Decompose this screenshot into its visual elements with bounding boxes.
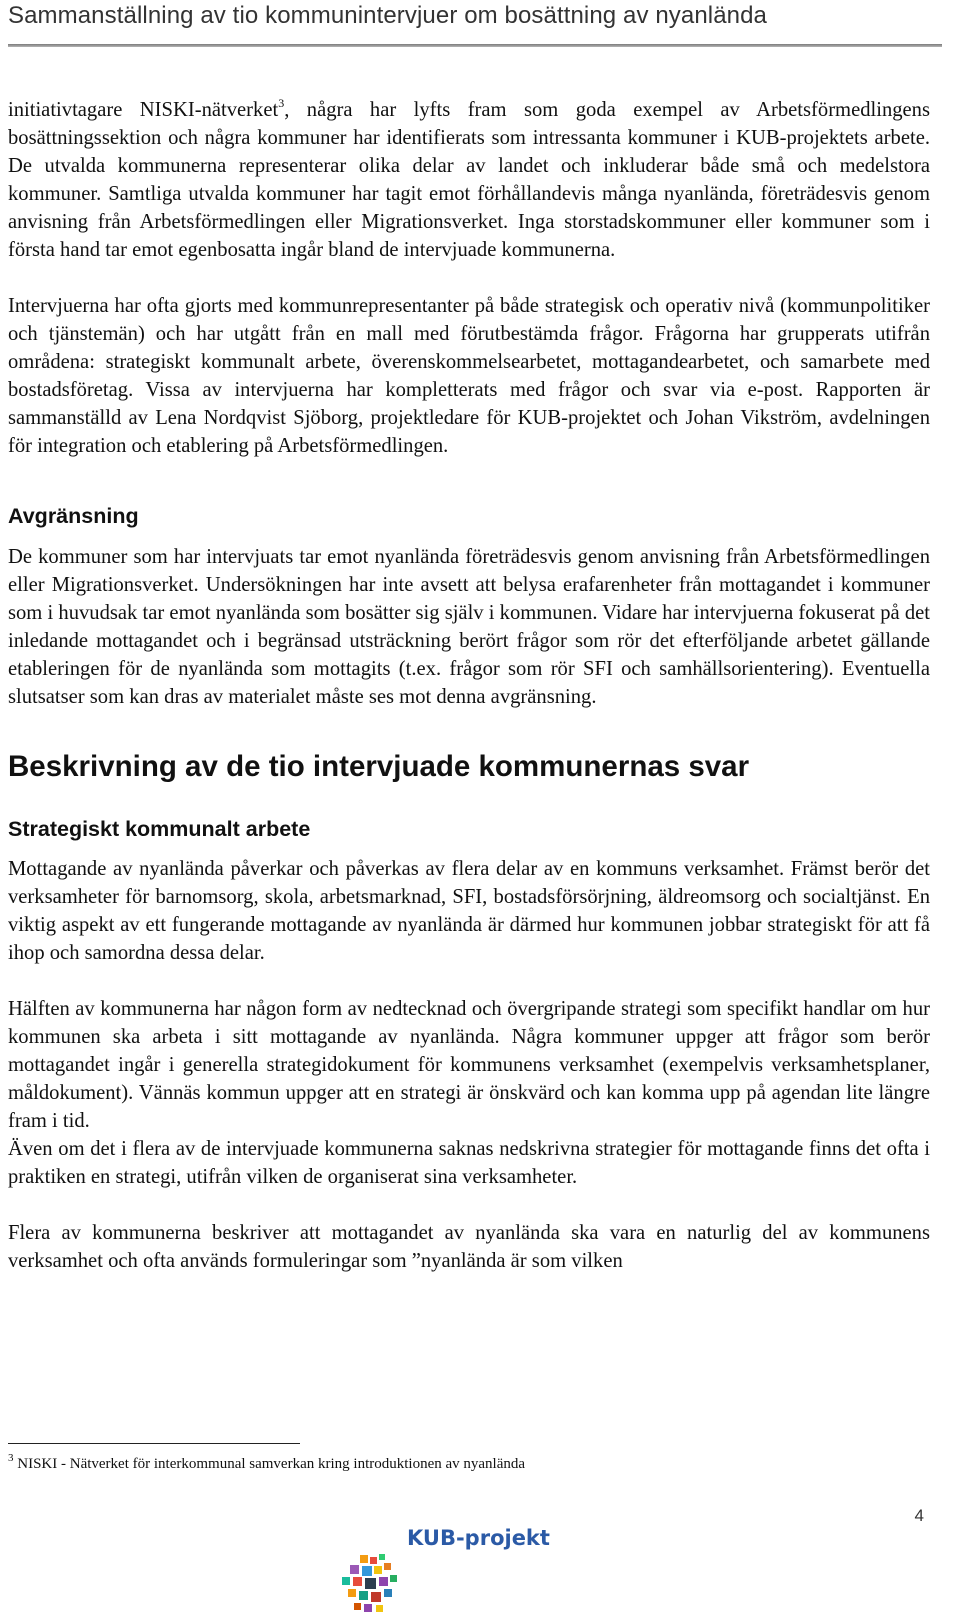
intro-paragraph-2: Intervjuerna har ofta gjorts med kommunrepresentanter på både strategisk och operativ nivå (kommunpolitiker och tjänstemän) och har utgått från en mall med förutbestämda frågor. Frågorna har grupperats utifrån områdena: strategiskt kommunalt arbete, överenskommelsearbetet, mottagandearbetet, och samarbete med bostadsföretag. Vissa av intervjuerna har kompletterats med frågor och svar via e-post. Rapporten är sammanställd av Lena Nordqvist Sjöborg, projektledare för KUB-projektet och Johan Vikström, avdelningen för integration och etablering på Arbetsförmedlingen.	[8, 295, 930, 457]
strategiskt-paragraph-2: Hälften av kommunerna har någon form av nedtecknad och övergripande strategi som specifikt handlar om hur kommunen ska arbeta i sitt mottagande av nyanlända. Några kommuner uppger att frågor som berör mottagandet ingår i generella strategidokument för kommunens verksamhet (exempelvis verksamhetsplaner, måldokument). Vännäs kommun uppger att en strategi är önskvärd och kan komma upp på agendan lite längre fram i tid.	[8, 998, 930, 1132]
kub-logo-icon	[336, 1553, 400, 1615]
footnote-divider	[8, 1443, 300, 1444]
header-divider	[8, 44, 942, 47]
footnote-text: NISKI - Nätverket för interkommunal samverkan kring introduktionen av nyanlända	[17, 1456, 526, 1472]
strategiskt-paragraph-1: Mottagande av nyanlända påverkar och påverkas av flera delar av en kommuns verksamhet. Främst berör det verksamheter för barnomsorg, skola, arbetsmarknad, SFI, bostadsförsörjning, äldreomsorg och socialtjänst. En viktig aspekt av ett fungerande mottagande av nyanlända är därmed hur kommunen jobbar strategiskt för att få ihop och samordna dessa delar.	[8, 858, 930, 964]
intro-paragraph-1	[8, 96, 930, 264]
footnote	[8, 1452, 526, 1473]
intro-text-rest: , några har lyfts fram som goda exempel av Arbetsförmedlingens bosättningssektion och några kommuner har identifierats som intressanta kommuner i KUB-projektets arbete. De utvalda kommunerna representerar olika delar av landet och inkluderar både små och medelstora kommuner. Samtliga utvalda kommuner har tagit emot förhållandevis många nyanlända, företrädesvis genom anvisning från Arbetsförmedlingen eller Migrationsverket. Inga storstadskommuner eller kommuner som i första hand tar emot egenbosatta ingår bland de intervjuade kommunerna.	[8, 99, 930, 261]
brand-name: KUB-projekt	[407, 1526, 550, 1550]
section-heading-avgransning: Avgränsning	[8, 504, 139, 528]
footnote-number: 3	[8, 1452, 14, 1464]
strategiskt-paragraph-3: Även om det i flera av de intervjuade kommunerna saknas nedskrivna strategier för mottagande finns det ofta i praktiken en strategi, utifrån vilken de organiserat sina verksamheter.	[8, 1138, 930, 1188]
main-content	[8, 96, 930, 1275]
strategiskt-paragraph-4: Flera av kommunerna beskriver att mottagandet av nyanlända ska vara en naturlig del av kommunens verksamhet och ofta används formuleringar som ”nyanlända är som vilken	[8, 1222, 930, 1272]
intro-text-start: initiativtagare NISKI-nätverket	[8, 99, 279, 121]
footnote-reference[interactable]: 3	[278, 96, 285, 110]
page-number: 4	[914, 1506, 924, 1525]
running-header: Sammanställning av tio kommunintervjuer om bosättning av nyanlända	[8, 2, 768, 29]
section-heading-strategiskt: Strategiskt kommunalt arbete	[8, 817, 311, 841]
section-heading-beskrivning: Beskrivning av de tio intervjuade kommunernas svar	[8, 750, 750, 783]
avgransning-paragraph: De kommuner som har intervjuats tar emot nyanlända företrädesvis genom anvisning från Arbetsförmedlingen eller Migrationsverket. Undersökningen har inte avsett att belysa erafarenheter från mottagandet i kommuner som i huvudsak tar emot nyanlända som bosätter sig själv i kommunen. Vidare har intervjuerna fokuserat på det inledande mottagandet och i begränsad utsträckning berört frågor som rör det efterföljande arbetet gällande etableringen för de nyanlända som mottagits (t.ex. frågor som rör SFI och samhällsorientering). Eventuella slutsatser som kan dras av materialet måste ses mot denna avgränsning.	[8, 546, 930, 708]
